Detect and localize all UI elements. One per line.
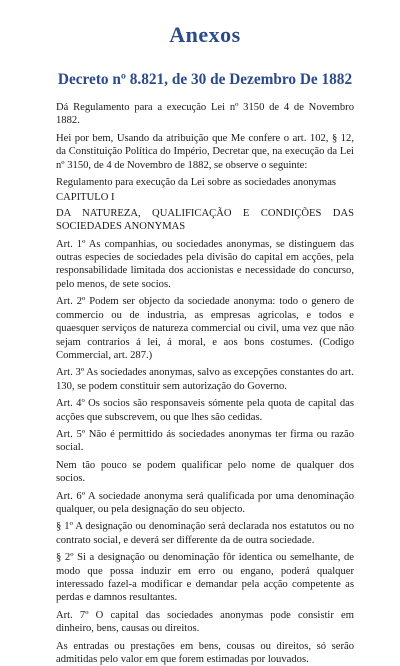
chapter-title: DA NATUREZA, QUALIFICAÇÃO E CONDIÇÕES DAS SOCIEDADES ANONYMAS [56, 207, 354, 233]
article-3: Art. 3º As sociedades anonymas, salvo as excepções constantes do art. 130, se podem constituir sem autorização do Governo. [56, 367, 354, 392]
article-6: Art. 6º A sociedade anonyma será qualificada por uma denominação qualquer, ou pela designação do seu objecto. [56, 490, 354, 515]
page-heading: Anexos [169, 22, 241, 47]
paragraph-enactment: Hei por bem, Usando da atribuição que Me confere o art. 102, § 12, da Constituição Política do Império, Decretar que, na execução da Lei nº 3150, de 4 de Novembro de 1882, se observe o seguinte: [56, 132, 354, 171]
article-6-paragraph-2: § 2º Si a designação ou denominação fôr identica ou semelhante, de modo que possa induzir em erro ou engano, poderá qualquer interessado fazel-a modificar e demandar pela acção competente as perdas e damnos resultantes. [56, 552, 354, 604]
paragraph-regulation-title: Regulamento para execução da Lei sobre as sociedades anonymas [56, 177, 337, 189]
article-5-continuation: Nem tão pouco se podem qualificar pelo nome de qualquer dos socios. [56, 459, 354, 485]
article-5: Art. 5º Não é permittido ás sociedades anonymas ter firma ou razão social. [56, 428, 354, 454]
article-7-continuation: As entradas ou prestações em bens, cousas ou direitos, só serão admitidas pelo valor em que forem estimadas por louvados. [56, 640, 354, 666]
paragraph-preamble: Dá Regulamento para a execução Lei nº 3150 de 4 de Novembro 1882. [56, 102, 354, 127]
article-4: Art. 4º Os socios são responsaveis sómente pela quota de capital das acções que subscrevem, ou que lhes são cedidas. [56, 398, 354, 423]
article-7: Art. 7º O capital das sociedades anonymas pode consistir em dinheiro, bens, causas ou direitos. [56, 609, 354, 635]
chapter-heading: CAPITULO I [56, 192, 115, 204]
article-6-paragraph-1: § 1º A designação ou denominação será declarada nos estatutos ou no contrato social, e deverá ser differente da de outra sociedade. [56, 521, 354, 546]
decree-title: Decreto nº 8.821, de 30 de Dezembro De 1882 [57, 71, 353, 88]
article-2: Art. 2º Podem ser objecto da sociedade anonyma: todo o genero de commercio ou de industria, as empresas agricolas, e todos e quaesquer serviços de natureza commercial ou civil, uma vez que não sejam contrarios á lei, á moral, e aos bons costumes. (Codigo Commercial, art. 287.) [56, 296, 354, 361]
article-1: Art. 1º As companhias, ou sociedades anonymas, se distinguem das outras especies de sociedades pela divisão do capital em acções, pela responsabilidade limitada dos accionistas e necessidade do concurso, pelo menos, de sete socios. [56, 238, 354, 290]
document-body [56, 101, 354, 666]
